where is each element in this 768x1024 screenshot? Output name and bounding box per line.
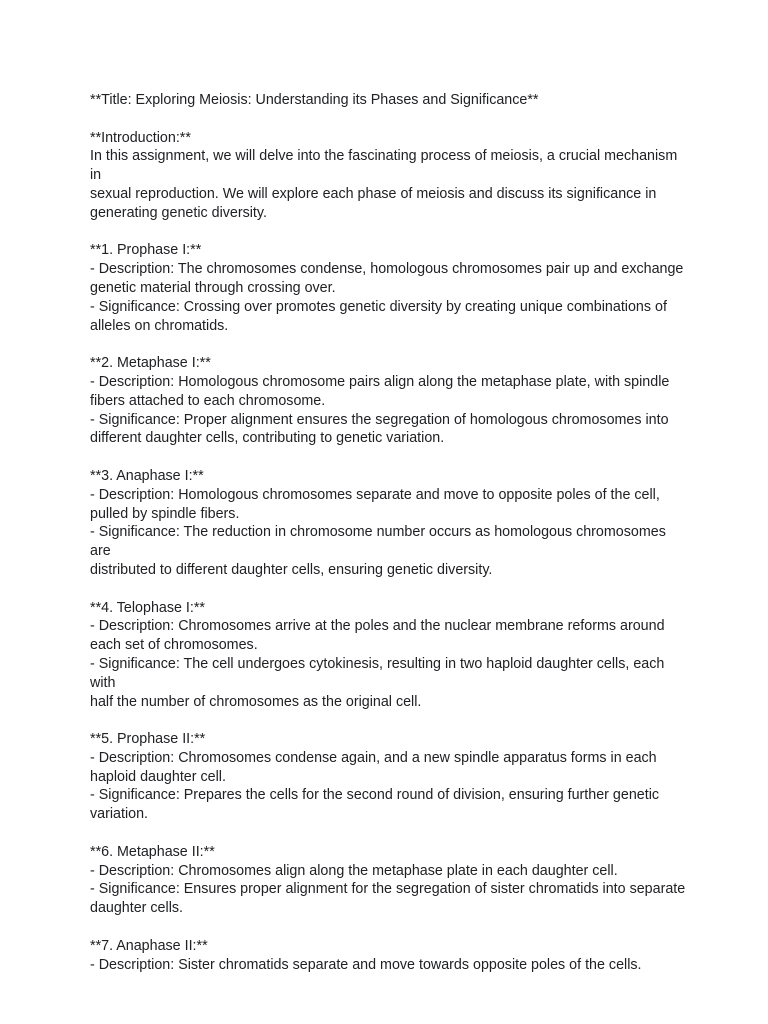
section-heading: **7. Anaphase II:** bbox=[90, 937, 208, 954]
section-heading: **1. Prophase I:** bbox=[90, 242, 202, 259]
section-line: variation. bbox=[90, 806, 149, 823]
section-line: - Significance: Ensures proper alignment for the segregation of sister chromatids into separate bbox=[90, 881, 686, 898]
section-metaphase-2 bbox=[90, 843, 690, 918]
section-line: - Description: Chromosomes align along the metaphase plate in each daughter cell. bbox=[90, 862, 618, 879]
section-line: - Significance: Prepares the cells for the second round of division, ensuring further genetic bbox=[90, 787, 660, 804]
section-heading: **3. Anaphase I:** bbox=[90, 467, 204, 484]
section-line: haploid daughter cell. bbox=[90, 768, 226, 785]
section-line: - Significance: Proper alignment ensures the segregation of homologous chromosomes into bbox=[90, 411, 669, 428]
section-heading: **6. Metaphase II:** bbox=[90, 843, 215, 860]
section-line: daughter cells. bbox=[90, 900, 183, 917]
paragraph-gap bbox=[90, 918, 690, 937]
section-prophase-1 bbox=[90, 241, 690, 335]
paragraph-gap bbox=[90, 711, 690, 730]
section-line: - Significance: The reduction in chromosome number occurs as homologous chromosomes are bbox=[90, 524, 666, 560]
section-line: - Description: Chromosomes arrive at the poles and the nuclear membrane reforms around bbox=[90, 618, 665, 635]
section-line: distributed to different daughter cells, ensuring genetic diversity. bbox=[90, 561, 493, 578]
introduction-line: In this assignment, we will delve into the fascinating process of meiosis, a crucial mechanism in bbox=[90, 148, 678, 184]
paragraph-gap bbox=[90, 223, 690, 242]
paragraph-gap bbox=[90, 824, 690, 843]
introduction-line: sexual reproduction. We will explore each phase of meiosis and discuss its significance in bbox=[90, 185, 657, 202]
introduction-line: generating genetic diversity. bbox=[90, 204, 267, 221]
section-line: - Description: Homologous chromosome pairs align along the metaphase plate, with spindle bbox=[90, 373, 670, 390]
document-title: **Title: Exploring Meiosis: Understanding its Phases and Significance** bbox=[90, 92, 539, 108]
section-telophase-1 bbox=[90, 599, 690, 712]
paragraph-gap bbox=[90, 335, 690, 354]
section-line: - Description: Homologous chromosomes separate and move to opposite poles of the cell, bbox=[90, 486, 660, 503]
section-line: alleles on chromatids. bbox=[90, 317, 229, 334]
introduction-heading: **Introduction:** bbox=[90, 129, 191, 146]
section-line: genetic material through crossing over. bbox=[90, 279, 336, 296]
section-prophase-2 bbox=[90, 730, 690, 824]
section-metaphase-1 bbox=[90, 354, 690, 448]
paragraph-gap bbox=[90, 110, 690, 129]
section-heading: **4. Telophase I:** bbox=[90, 599, 205, 616]
section-line: different daughter cells, contributing to genetic variation. bbox=[90, 430, 445, 447]
section-line: - Description: Chromosomes condense again, and a new spindle apparatus forms in each bbox=[90, 749, 657, 766]
section-line: - Significance: Crossing over promotes genetic diversity by creating unique combinations of bbox=[90, 298, 667, 315]
section-line: fibers attached to each chromosome. bbox=[90, 392, 326, 409]
section-line: - Significance: The cell undergoes cytokinesis, resulting in two haploid daughter cells, each with bbox=[90, 655, 665, 691]
section-anaphase-2 bbox=[90, 937, 690, 975]
section-line: - Description: The chromosomes condense, homologous chromosomes pair up and exchange bbox=[90, 261, 684, 278]
document-body bbox=[90, 91, 690, 974]
introduction-section bbox=[90, 129, 690, 223]
section-line: half the number of chromosomes as the original cell. bbox=[90, 693, 422, 710]
section-line: - Description: Sister chromatids separate and move towards opposite poles of the cells. bbox=[90, 956, 642, 973]
paragraph-gap bbox=[90, 448, 690, 467]
paragraph-gap bbox=[90, 580, 690, 599]
section-heading: **5. Prophase II:** bbox=[90, 731, 206, 748]
section-anaphase-1 bbox=[90, 467, 690, 580]
section-line: pulled by spindle fibers. bbox=[90, 505, 240, 522]
section-line: each set of chromosomes. bbox=[90, 637, 258, 654]
section-heading: **2. Metaphase I:** bbox=[90, 355, 211, 372]
